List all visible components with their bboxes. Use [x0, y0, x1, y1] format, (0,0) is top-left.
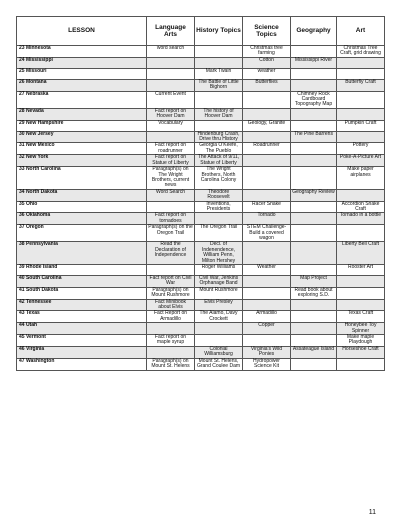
- lesson-cell: 34 North Dakota: [17, 189, 147, 201]
- art-cell: [337, 287, 385, 299]
- science-topics-cell: Roadrunner: [243, 143, 291, 155]
- science-topics-cell: [243, 276, 291, 288]
- language-arts-cell: Fact report on Civil War: [147, 276, 195, 288]
- geography-cell: [291, 225, 337, 242]
- geography-cell: [291, 108, 337, 120]
- history-topics-cell: Colonial Williamsburg: [195, 346, 243, 358]
- art-cell: [337, 108, 385, 120]
- table-row: [17, 213, 385, 225]
- geography-cell: Mississippi River: [291, 57, 337, 68]
- geography-cell: Map Project: [291, 276, 337, 288]
- history-topics-cell: [195, 91, 243, 108]
- geography-cell: [291, 335, 337, 347]
- table-row: [17, 225, 385, 242]
- science-topics-cell: Tornado: [243, 213, 291, 225]
- geography-cell: [291, 155, 337, 167]
- language-arts-cell: Word Search: [147, 189, 195, 201]
- table-row: [17, 299, 385, 311]
- header-geography: Geography: [291, 17, 337, 46]
- science-topics-cell: [243, 155, 291, 167]
- history-topics-cell: The Wright Brothers, North Carolina Colony: [195, 167, 243, 190]
- language-arts-cell: Fact report on Hoover Dam: [147, 108, 195, 120]
- geography-cell: [291, 242, 337, 265]
- science-topics-cell: [243, 242, 291, 265]
- science-topics-cell: [243, 189, 291, 201]
- art-cell: Pumpkin Craft: [337, 120, 385, 131]
- geography-cell: [291, 358, 337, 370]
- lesson-cell: 37 Oregon: [17, 225, 147, 242]
- art-cell: Tornado in a bottle: [337, 213, 385, 225]
- lesson-cell: 36 Oklahoma: [17, 213, 147, 225]
- language-arts-cell: Current Event: [147, 91, 195, 108]
- lesson-cell: 46 Virginia: [17, 346, 147, 358]
- table-row: [17, 46, 385, 58]
- art-cell: [337, 91, 385, 108]
- lesson-plan-table: [16, 16, 385, 371]
- geography-cell: Assateague Island: [291, 346, 337, 358]
- history-topics-cell: [195, 213, 243, 225]
- history-topics-cell: [195, 335, 243, 347]
- history-topics-cell: [195, 323, 243, 335]
- science-topics-cell: Geology, Granite: [243, 120, 291, 131]
- language-arts-cell: word search: [147, 46, 195, 58]
- history-topics-cell: Theodore Roosevelt: [195, 189, 243, 201]
- science-topics-cell: Racer Snake: [243, 201, 291, 213]
- geography-cell: [291, 120, 337, 131]
- science-topics-cell: Butterflies: [243, 79, 291, 91]
- lesson-cell: 43 Texas: [17, 311, 147, 323]
- header-language-arts: Language Arts: [147, 17, 195, 46]
- lesson-cell: 31 New Mexico: [17, 143, 147, 155]
- geography-cell: [291, 79, 337, 91]
- history-topics-cell: Inventions, Presidents: [195, 201, 243, 213]
- page-number: 11: [368, 509, 376, 516]
- language-arts-cell: Paragraph(s) on Mount St. Helens: [147, 358, 195, 370]
- lesson-cell: 45 Vermont: [17, 335, 147, 347]
- lesson-cell: 47 Washington: [17, 358, 147, 370]
- language-arts-cell: Paragraph(s) on The Wright Brothers, current news: [147, 167, 195, 190]
- language-arts-cell: Fact report on maple syrup: [147, 335, 195, 347]
- geography-cell: [291, 68, 337, 79]
- history-topics-cell: [195, 57, 243, 68]
- history-topics-cell: Roger Williams: [195, 265, 243, 276]
- science-topics-cell: Cotton: [243, 57, 291, 68]
- art-cell: Accordion Snake Craft: [337, 201, 385, 213]
- art-cell: [337, 358, 385, 370]
- science-topics-cell: [243, 131, 291, 143]
- science-topics-cell: Copper: [243, 323, 291, 335]
- lesson-cell: 29 New Hampshire: [17, 120, 147, 131]
- language-arts-cell: Paragraph(s) on the Oregon Trail: [147, 225, 195, 242]
- table-row: [17, 79, 385, 91]
- history-topics-cell: The Alamo, Davy Crockett: [195, 311, 243, 323]
- art-cell: [337, 68, 385, 79]
- history-topics-cell: Decl. of Indenendence, William Penn, Milton Hershey: [195, 242, 243, 265]
- language-arts-cell: [147, 265, 195, 276]
- lesson-cell: 27 Nebraska: [17, 91, 147, 108]
- history-topics-cell: Mount Rushmore: [195, 287, 243, 299]
- language-arts-cell: Paragraph(s) on Mount Rushmore: [147, 287, 195, 299]
- language-arts-cell: [147, 323, 195, 335]
- table-row: [17, 265, 385, 276]
- art-cell: Pottery: [337, 143, 385, 155]
- geography-cell: [291, 299, 337, 311]
- art-cell: [337, 276, 385, 288]
- lesson-cell: 25 Missouri: [17, 68, 147, 79]
- lesson-cell: 44 Utah: [17, 323, 147, 335]
- science-topics-cell: [243, 91, 291, 108]
- art-cell: [337, 131, 385, 143]
- art-cell: Rooster Art: [337, 265, 385, 276]
- header-art: Art: [337, 17, 385, 46]
- history-topics-cell: Civil War, Jenkins Orphanage Band: [195, 276, 243, 288]
- history-topics-cell: [195, 120, 243, 131]
- lesson-cell: 38 Pennsylvania: [17, 242, 147, 265]
- lesson-plan-table-container: [16, 16, 384, 371]
- art-cell: [337, 189, 385, 201]
- art-cell: Liberty Bell Craft: [337, 242, 385, 265]
- table-row: [17, 323, 385, 335]
- science-topics-cell: weather: [243, 68, 291, 79]
- art-cell: Poke-A-Picture Art: [337, 155, 385, 167]
- art-cell: [337, 299, 385, 311]
- language-arts-cell: [147, 346, 195, 358]
- geography-cell: [291, 167, 337, 190]
- language-arts-cell: Fact Report on Armadillo: [147, 311, 195, 323]
- table-row: [17, 276, 385, 288]
- history-topics-cell: The Attack of 9/11, Statue of Liberty: [195, 155, 243, 167]
- language-arts-cell: [147, 57, 195, 68]
- table-row: [17, 346, 385, 358]
- science-topics-cell: [243, 108, 291, 120]
- lesson-cell: 33 North Carolina: [17, 167, 147, 190]
- art-cell: Christmas Tree Craft, grid drawing: [337, 46, 385, 58]
- science-topics-cell: [243, 167, 291, 190]
- art-cell: Butterfly Craft: [337, 79, 385, 91]
- language-arts-cell: [147, 201, 195, 213]
- table-row: [17, 131, 385, 143]
- language-arts-cell: Vocabulary: [147, 120, 195, 131]
- history-topics-cell: Georgia O'Keefe, The Pueblo: [195, 143, 243, 155]
- history-topics-cell: Mount St. Helens, Grand Coulee Dam: [195, 358, 243, 370]
- language-arts-cell: [147, 131, 195, 143]
- geography-cell: [291, 323, 337, 335]
- table-row: [17, 311, 385, 323]
- science-topics-cell: Christmas tree farming: [243, 46, 291, 58]
- table-row: [17, 108, 385, 120]
- language-arts-cell: [147, 68, 195, 79]
- header-science-topics: Science Topics: [243, 17, 291, 46]
- geography-cell: [291, 143, 337, 155]
- language-arts-cell: [147, 79, 195, 91]
- science-topics-cell: Armadillo: [243, 311, 291, 323]
- geography-cell: [291, 311, 337, 323]
- geography-cell: [291, 201, 337, 213]
- geography-cell: [291, 46, 337, 58]
- table-row: [17, 201, 385, 213]
- science-topics-cell: [243, 287, 291, 299]
- science-topics-cell: Hydropower Science Kit: [243, 358, 291, 370]
- history-topics-cell: [195, 46, 243, 58]
- language-arts-cell: Fact report on roadrunner: [147, 143, 195, 155]
- geography-cell: [291, 213, 337, 225]
- table-row: [17, 68, 385, 79]
- history-topics-cell: The Battle of Little Bighorn: [195, 79, 243, 91]
- table-row: [17, 143, 385, 155]
- language-arts-cell: Fact report on Statue of Liberty: [147, 155, 195, 167]
- lesson-cell: 39 Rhode Island: [17, 265, 147, 276]
- table-row: [17, 167, 385, 190]
- table-row: [17, 242, 385, 265]
- table-row: [17, 91, 385, 108]
- geography-cell: Chimney Rock Cardboard Topography Map: [291, 91, 337, 108]
- language-arts-cell: Fact Minibook about Elvis: [147, 299, 195, 311]
- header-history-topics: History Topics: [195, 17, 243, 46]
- lesson-cell: 42 Tennessee: [17, 299, 147, 311]
- lesson-cell: 35 Ohio: [17, 201, 147, 213]
- art-cell: [337, 225, 385, 242]
- art-cell: Make maple Playdough: [337, 335, 385, 347]
- table-row: [17, 287, 385, 299]
- lesson-cell: 23 Minnesota: [17, 46, 147, 58]
- lesson-cell: 26 Montana: [17, 79, 147, 91]
- table-row: [17, 358, 385, 370]
- lesson-cell: 40 South Carolina: [17, 276, 147, 288]
- geography-cell: Read book about exploring S.D.: [291, 287, 337, 299]
- lesson-cell: 24 Mississippi: [17, 57, 147, 68]
- science-topics-cell: [243, 335, 291, 347]
- table-row: [17, 120, 385, 131]
- lesson-cell: 28 Nevada: [17, 108, 147, 120]
- lesson-cell: 30 New Jersey: [17, 131, 147, 143]
- language-arts-cell: Read the Declaration of Independence: [147, 242, 195, 265]
- geography-cell: [291, 265, 337, 276]
- geography-cell: The Pine Barrens: [291, 131, 337, 143]
- science-topics-cell: Virginia's Wild Ponies: [243, 346, 291, 358]
- art-cell: Make paper airplanes: [337, 167, 385, 190]
- science-topics-cell: STEM Challenge- Build a covered wagon: [243, 225, 291, 242]
- art-cell: [337, 57, 385, 68]
- history-topics-cell: The history of Hoover Dam: [195, 108, 243, 120]
- art-cell: Honeybee Toy Spinner: [337, 323, 385, 335]
- history-topics-cell: Mark Twain: [195, 68, 243, 79]
- science-topics-cell: Weather: [243, 265, 291, 276]
- art-cell: Texas Craft: [337, 311, 385, 323]
- science-topics-cell: [243, 299, 291, 311]
- history-topics-cell: Elvis Presley: [195, 299, 243, 311]
- table-header-row: [17, 17, 385, 46]
- lesson-cell: 41 South Dakota: [17, 287, 147, 299]
- art-cell: Horseshoe Craft: [337, 346, 385, 358]
- geography-cell: Geography Review: [291, 189, 337, 201]
- table-row: [17, 189, 385, 201]
- lesson-cell: 32 New York: [17, 155, 147, 167]
- history-topics-cell: Hindenburg Crash, Drive thru History: [195, 131, 243, 143]
- history-topics-cell: The Oregon Trail: [195, 225, 243, 242]
- language-arts-cell: Fact report on tornadoes: [147, 213, 195, 225]
- table-row: [17, 335, 385, 347]
- table-row: [17, 57, 385, 68]
- table-row: [17, 155, 385, 167]
- header-lesson: LESSON: [17, 17, 147, 46]
